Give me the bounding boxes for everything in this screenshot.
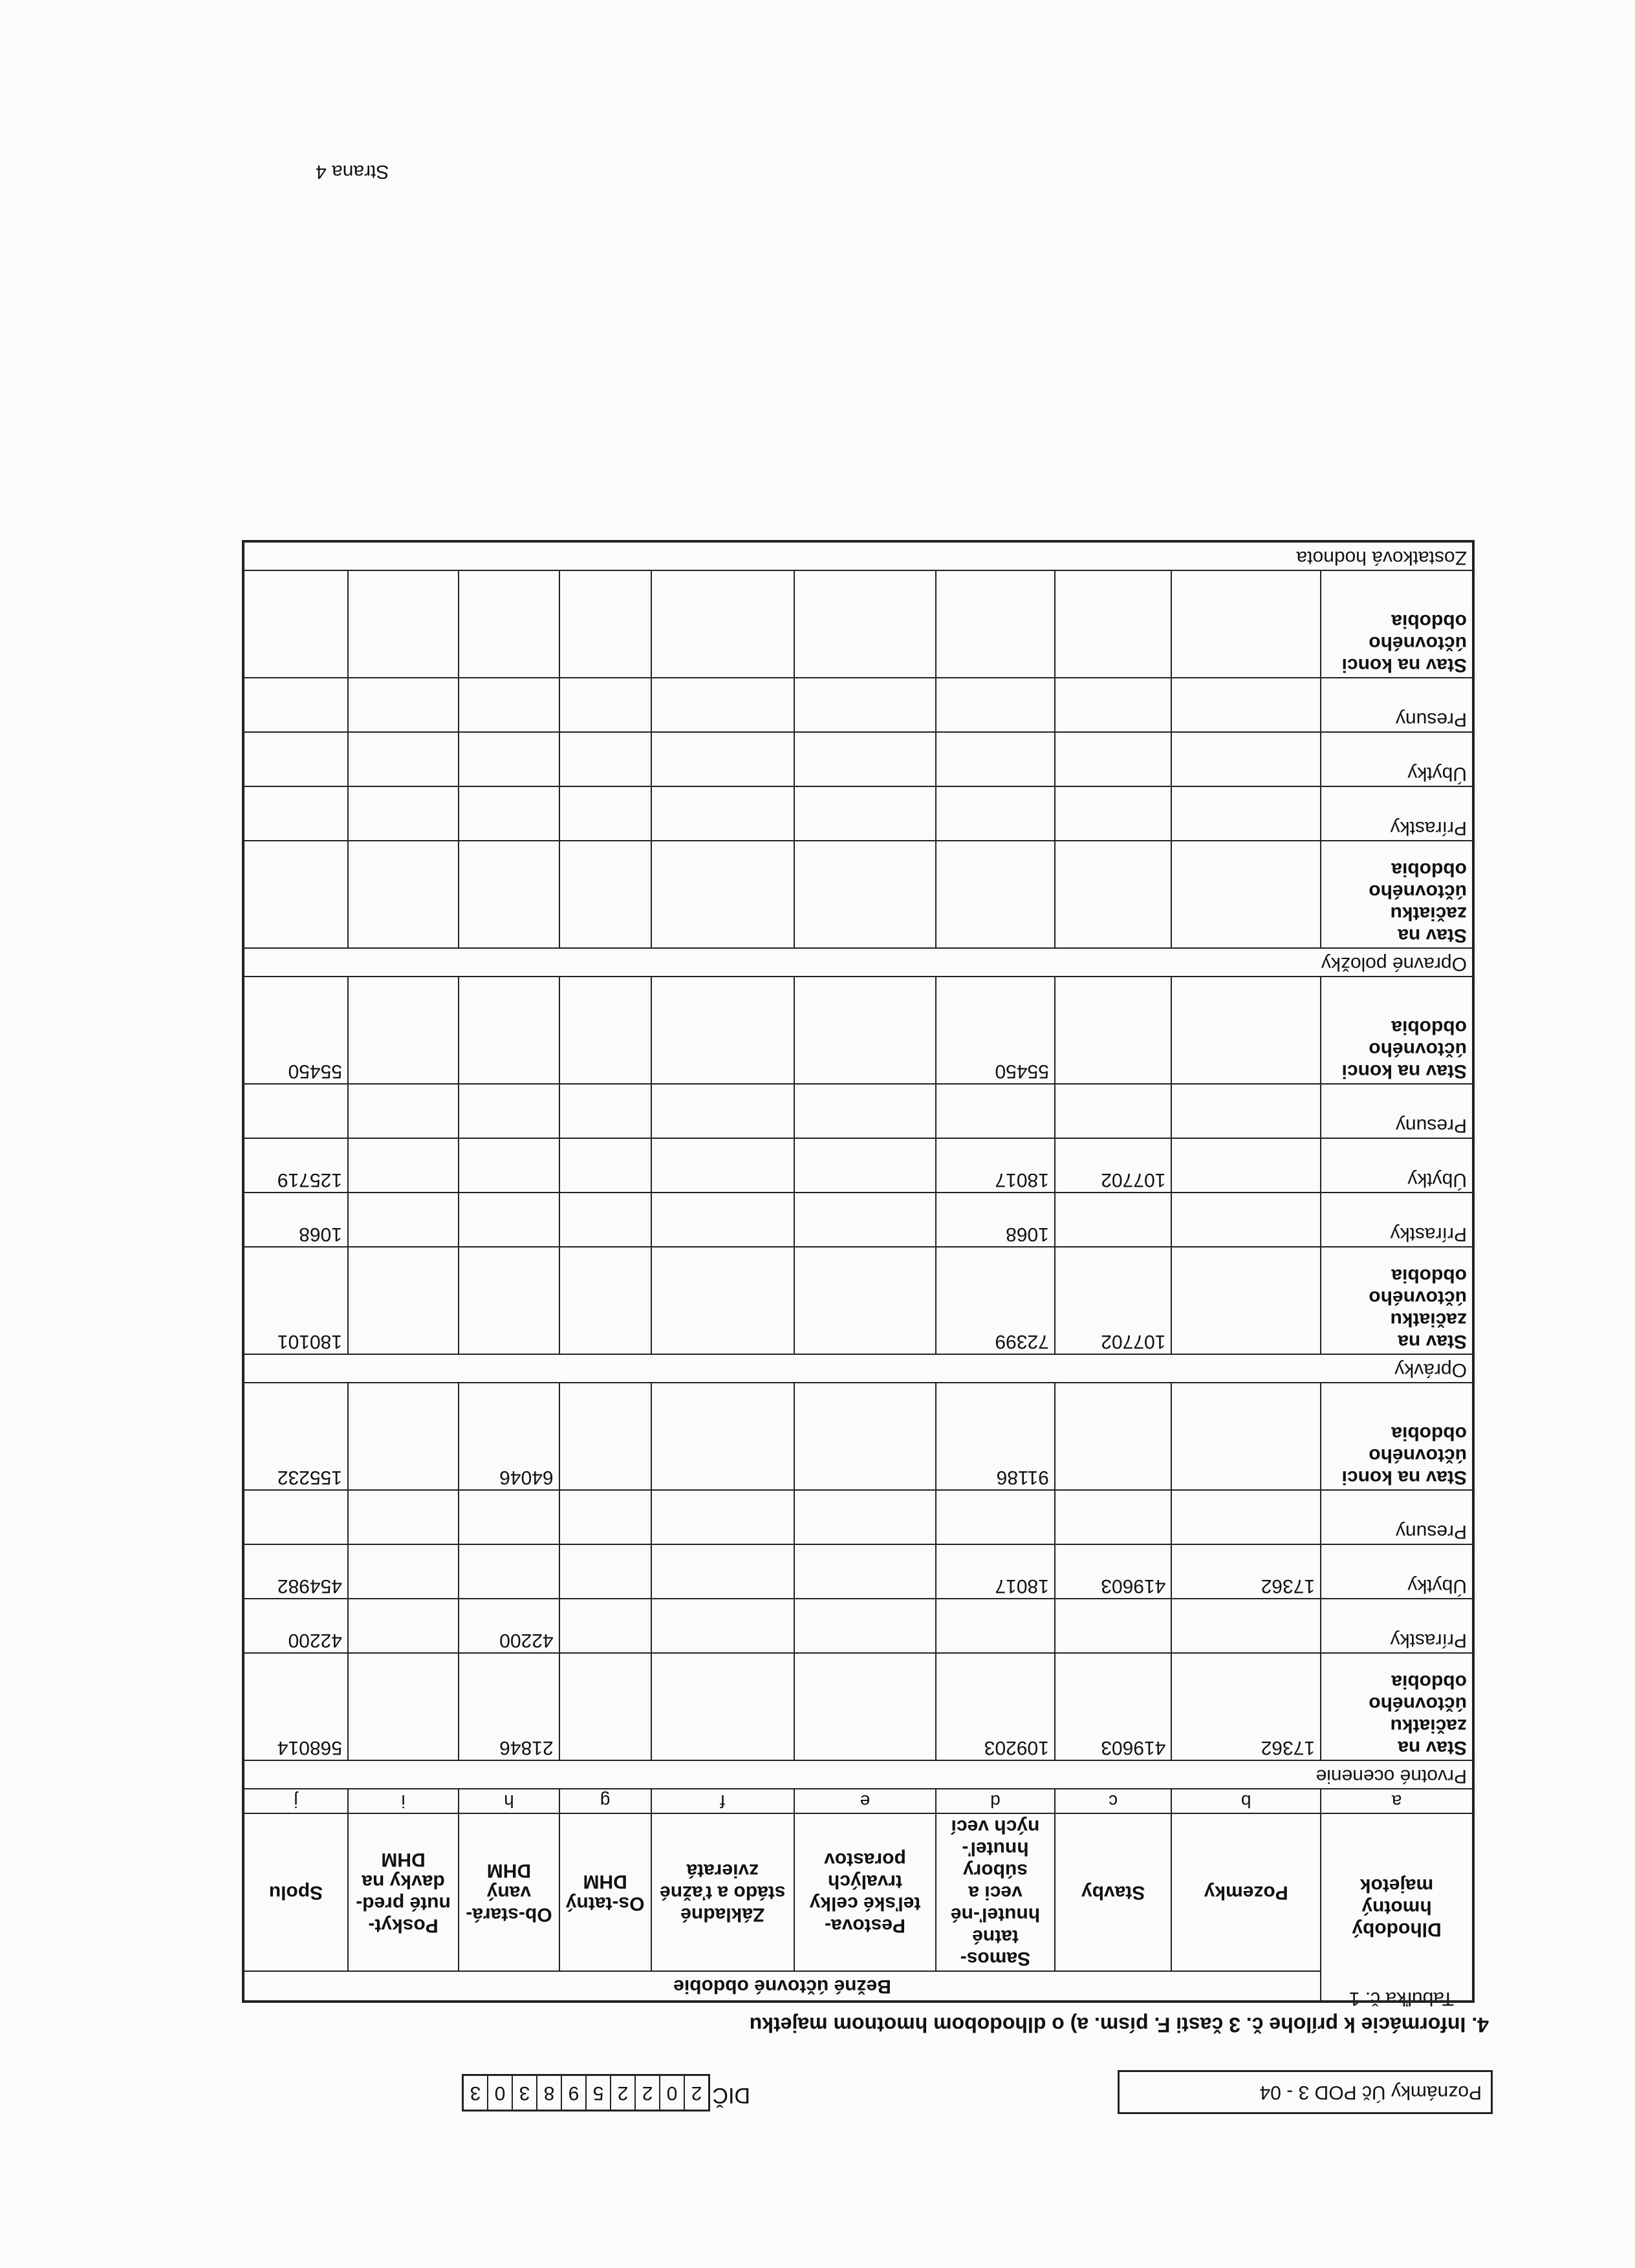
dic-digit: 9 bbox=[562, 2076, 587, 2110]
value-cell bbox=[1171, 732, 1321, 786]
value-cell bbox=[936, 732, 1055, 786]
value-cell: 91186 bbox=[936, 1383, 1055, 1490]
value-cell bbox=[348, 841, 459, 948]
value-cell: 55450 bbox=[243, 977, 348, 1084]
value-cell bbox=[1171, 1193, 1321, 1247]
value-cell bbox=[1171, 1383, 1321, 1490]
value-cell bbox=[651, 678, 794, 732]
value-cell bbox=[651, 1247, 794, 1354]
table-row bbox=[243, 1084, 1473, 1138]
value-cell bbox=[348, 570, 459, 678]
value-cell bbox=[459, 1544, 559, 1599]
value-cell: 18017 bbox=[936, 1138, 1055, 1193]
value-cell: 42200 bbox=[243, 1599, 348, 1653]
value-cell bbox=[243, 1490, 348, 1544]
row-label: Presuny bbox=[1321, 1490, 1473, 1544]
value-cell bbox=[559, 1247, 651, 1354]
value-cell bbox=[559, 786, 651, 841]
column-header: Ob-stará-vaný DHM bbox=[459, 1813, 559, 1971]
value-cell bbox=[348, 977, 459, 1084]
value-cell: 55450 bbox=[936, 977, 1055, 1084]
value-cell bbox=[651, 1544, 794, 1599]
value-cell bbox=[794, 1383, 936, 1490]
value-cell bbox=[559, 1544, 651, 1599]
value-cell bbox=[348, 1193, 459, 1247]
row-label-text: Stav na začiatku účtovného obdobia bbox=[1369, 859, 1467, 946]
table-row bbox=[243, 977, 1473, 1084]
value-cell bbox=[243, 786, 348, 841]
value-cell bbox=[348, 1653, 459, 1760]
table-caption: Tabuľka č. 1 bbox=[1348, 1988, 1454, 2009]
row-label bbox=[1321, 570, 1473, 678]
value-cell bbox=[459, 1193, 559, 1247]
value-cell bbox=[348, 1599, 459, 1653]
dic-digit: 3 bbox=[513, 2076, 537, 2110]
dic-digit: 2 bbox=[611, 2076, 636, 2110]
value-cell: 419603 bbox=[1055, 1653, 1172, 1760]
value-cell bbox=[559, 1084, 651, 1138]
dic-digit: 0 bbox=[488, 2076, 513, 2110]
value-cell bbox=[559, 1599, 651, 1653]
column-letter: f bbox=[651, 1789, 794, 1813]
value-cell bbox=[794, 977, 936, 1084]
value-cell bbox=[459, 1490, 559, 1544]
value-cell bbox=[794, 1490, 936, 1544]
column-header: Spolu bbox=[243, 1813, 348, 1971]
value-cell: 155232 bbox=[243, 1383, 348, 1490]
value-cell: 1068 bbox=[936, 1193, 1055, 1247]
value-cell bbox=[651, 1138, 794, 1193]
column-header: Os-tatný DHM bbox=[559, 1813, 651, 1971]
value-cell bbox=[559, 841, 651, 948]
dic-digit: 2 bbox=[691, 2082, 702, 2104]
page-number: Strana 4 bbox=[316, 161, 389, 182]
value-cell bbox=[1171, 1490, 1321, 1544]
value-cell: 18017 bbox=[936, 1544, 1055, 1599]
value-cell bbox=[651, 732, 794, 786]
value-cell bbox=[1055, 1383, 1172, 1490]
row-label-text: Stav na konci účtovného obdobia bbox=[1341, 1017, 1467, 1082]
table-row bbox=[243, 1544, 1473, 1599]
first-col-header: Dlhodobý hmotný majetok bbox=[1321, 1813, 1473, 2002]
dic-label: DIČ bbox=[712, 2083, 750, 2108]
table-row bbox=[243, 570, 1473, 678]
value-cell bbox=[794, 1599, 936, 1653]
value-cell bbox=[348, 1490, 459, 1544]
value-cell: 107702 bbox=[1055, 1138, 1172, 1193]
value-cell: 107702 bbox=[1055, 1247, 1172, 1354]
value-cell: 17362 bbox=[1171, 1544, 1321, 1599]
value-cell bbox=[348, 1084, 459, 1138]
value-cell bbox=[794, 786, 936, 841]
value-cell bbox=[936, 1084, 1055, 1138]
value-cell bbox=[348, 1544, 459, 1599]
row-label: Úbytky bbox=[1321, 732, 1473, 786]
column-header: Samos-tatné hnuteľ-né veci a súbory hnuteľ-ných vecí bbox=[936, 1813, 1055, 1971]
value-cell bbox=[459, 732, 559, 786]
row-label: Úbytky bbox=[1321, 1138, 1473, 1193]
value-cell bbox=[243, 570, 348, 678]
section-header: Opravné položky bbox=[243, 948, 1473, 977]
value-cell bbox=[936, 1490, 1055, 1544]
value-cell bbox=[348, 1138, 459, 1193]
value-cell bbox=[1055, 732, 1172, 786]
column-letter: e bbox=[794, 1789, 936, 1813]
value-cell bbox=[348, 732, 459, 786]
value-cell bbox=[459, 977, 559, 1084]
value-cell: 64046 bbox=[459, 1383, 559, 1490]
row-label-text: Stav na začiatku účtovného obdobia bbox=[1369, 1671, 1467, 1758]
table-row bbox=[243, 732, 1473, 786]
table-row bbox=[243, 1138, 1473, 1193]
value-cell bbox=[936, 1599, 1055, 1653]
value-cell bbox=[1055, 1193, 1172, 1247]
value-cell bbox=[559, 1193, 651, 1247]
value-cell bbox=[1055, 977, 1172, 1084]
row-label-text: Stav na konci účtovného obdobia bbox=[1341, 1423, 1467, 1488]
value-cell bbox=[559, 1653, 651, 1760]
value-cell: 454982 bbox=[243, 1544, 348, 1599]
table-row bbox=[243, 786, 1473, 841]
value-cell bbox=[651, 1193, 794, 1247]
value-cell bbox=[1171, 1138, 1321, 1193]
dic-digit: 8 bbox=[537, 2076, 562, 2110]
value-cell: 180101 bbox=[243, 1247, 348, 1354]
value-cell bbox=[1055, 570, 1172, 678]
table-row bbox=[243, 1599, 1473, 1653]
table-row bbox=[243, 1653, 1473, 1760]
column-letter: h bbox=[459, 1789, 559, 1813]
value-cell bbox=[559, 977, 651, 1084]
value-cell bbox=[651, 1490, 794, 1544]
value-cell bbox=[459, 570, 559, 678]
value-cell: 568014 bbox=[243, 1653, 348, 1760]
value-cell bbox=[559, 570, 651, 678]
column-letter: j bbox=[243, 1789, 348, 1813]
column-letter: b bbox=[1171, 1789, 1321, 1813]
row-label: Prírastky bbox=[1321, 1599, 1473, 1653]
value-cell bbox=[1171, 977, 1321, 1084]
value-cell bbox=[651, 570, 794, 678]
value-cell bbox=[1171, 1599, 1321, 1653]
value-cell bbox=[559, 678, 651, 732]
value-cell bbox=[936, 786, 1055, 841]
value-cell bbox=[348, 1247, 459, 1354]
section-header: Oprávky bbox=[243, 1354, 1473, 1383]
column-letter: i bbox=[348, 1789, 459, 1813]
dic-digit: 3 bbox=[464, 2076, 488, 2110]
value-cell bbox=[1055, 1084, 1172, 1138]
value-cell bbox=[1055, 1490, 1172, 1544]
value-cell bbox=[559, 732, 651, 786]
column-letter: c bbox=[1055, 1789, 1172, 1813]
column-header: Pestova-teľské celky trvalých porastov bbox=[794, 1813, 936, 1971]
dic-digit: 2 bbox=[636, 2076, 660, 2110]
row-label bbox=[1321, 1247, 1473, 1354]
value-cell bbox=[651, 1383, 794, 1490]
dhm-table bbox=[242, 540, 1475, 2003]
value-cell bbox=[243, 678, 348, 732]
value-cell: 17362 bbox=[1171, 1653, 1321, 1760]
value-cell bbox=[651, 841, 794, 948]
value-cell: 21846 bbox=[459, 1653, 559, 1760]
value-cell bbox=[651, 1653, 794, 1760]
column-header: Stavby bbox=[1055, 1813, 1172, 1971]
row-label: Presuny bbox=[1321, 1084, 1473, 1138]
column-header: Pozemky bbox=[1171, 1813, 1321, 1971]
value-cell bbox=[459, 786, 559, 841]
value-cell: 125719 bbox=[243, 1138, 348, 1193]
row-label bbox=[1321, 841, 1473, 948]
value-cell bbox=[794, 678, 936, 732]
column-header: Základné stádo a ťažné zvieratá bbox=[651, 1813, 794, 1971]
value-cell bbox=[651, 1599, 794, 1653]
value-cell bbox=[651, 1084, 794, 1138]
value-cell bbox=[1171, 841, 1321, 948]
value-cell bbox=[794, 1193, 936, 1247]
column-header: Poskyt-nuté pred-davky na DHM bbox=[348, 1813, 459, 1971]
value-cell bbox=[459, 841, 559, 948]
value-cell bbox=[1055, 786, 1172, 841]
dic-boxes bbox=[462, 2074, 710, 2111]
column-letter: g bbox=[559, 1789, 651, 1813]
value-cell bbox=[243, 1084, 348, 1138]
value-cell bbox=[559, 1490, 651, 1544]
column-letter: d bbox=[936, 1789, 1055, 1813]
value-cell bbox=[348, 786, 459, 841]
value-cell bbox=[794, 1247, 936, 1354]
dic-digit: 5 bbox=[587, 2076, 611, 2110]
value-cell bbox=[794, 841, 936, 948]
value-cell bbox=[1171, 678, 1321, 732]
value-cell bbox=[936, 570, 1055, 678]
table-row bbox=[243, 1490, 1473, 1544]
value-cell bbox=[651, 977, 794, 1084]
table-row bbox=[243, 1193, 1473, 1247]
dic-digit: 0 bbox=[660, 2076, 685, 2110]
value-cell bbox=[348, 678, 459, 732]
form-title: Poznámky Úč POD 3 - 04 bbox=[1259, 2082, 1482, 2103]
value-cell: 1068 bbox=[243, 1193, 348, 1247]
row-label-text: Stav na začiatku účtovného obdobia bbox=[1369, 1265, 1467, 1352]
value-cell: 419603 bbox=[1055, 1544, 1172, 1599]
row-label: Úbytky bbox=[1321, 1544, 1473, 1599]
row-label bbox=[1321, 977, 1473, 1084]
table-row bbox=[243, 1247, 1473, 1354]
value-cell bbox=[559, 1138, 651, 1193]
value-cell bbox=[459, 1084, 559, 1138]
value-cell bbox=[243, 841, 348, 948]
value-cell bbox=[794, 1653, 936, 1760]
table-row bbox=[243, 841, 1473, 948]
value-cell: 42200 bbox=[459, 1599, 559, 1653]
value-cell bbox=[1055, 678, 1172, 732]
value-cell bbox=[794, 1084, 936, 1138]
table-row bbox=[243, 1383, 1473, 1490]
value-cell bbox=[1171, 786, 1321, 841]
value-cell bbox=[243, 732, 348, 786]
value-cell bbox=[794, 570, 936, 678]
period-header: Bežné účtovné obdobie bbox=[243, 1971, 1321, 2002]
value-cell bbox=[459, 1247, 559, 1354]
column-letter: a bbox=[1321, 1789, 1473, 1813]
row-label-text: Stav na konci účtovného obdobia bbox=[1341, 610, 1467, 676]
value-cell bbox=[459, 678, 559, 732]
value-cell bbox=[348, 1383, 459, 1490]
value-cell bbox=[794, 732, 936, 786]
row-label: Presuny bbox=[1321, 678, 1473, 732]
value-cell bbox=[459, 1138, 559, 1193]
form-title-box bbox=[1118, 2070, 1493, 2114]
value-cell bbox=[1171, 570, 1321, 678]
row-label: Prírastky bbox=[1321, 786, 1473, 841]
table-row bbox=[243, 678, 1473, 732]
row-label bbox=[1321, 1653, 1473, 1760]
value-cell bbox=[1055, 841, 1172, 948]
section-header: Zostatková hodnota bbox=[243, 541, 1473, 570]
value-cell bbox=[651, 786, 794, 841]
value-cell bbox=[936, 678, 1055, 732]
value-cell bbox=[1171, 1247, 1321, 1354]
value-cell bbox=[1055, 1599, 1172, 1653]
row-label bbox=[1321, 1383, 1473, 1490]
value-cell: 72399 bbox=[936, 1247, 1055, 1354]
value-cell bbox=[936, 841, 1055, 948]
value-cell bbox=[794, 1138, 936, 1193]
row-label: Prírastky bbox=[1321, 1193, 1473, 1247]
value-cell: 109203 bbox=[936, 1653, 1055, 1760]
value-cell bbox=[1171, 1084, 1321, 1138]
value-cell bbox=[559, 1383, 651, 1490]
section-title: 4. Informácie k prílohe č. 3 časti F. písm. a) o dlhodobom hmotnom majetku bbox=[749, 2013, 1489, 2036]
section-header: Prvotné ocenenie bbox=[243, 1760, 1473, 1789]
value-cell bbox=[794, 1544, 936, 1599]
